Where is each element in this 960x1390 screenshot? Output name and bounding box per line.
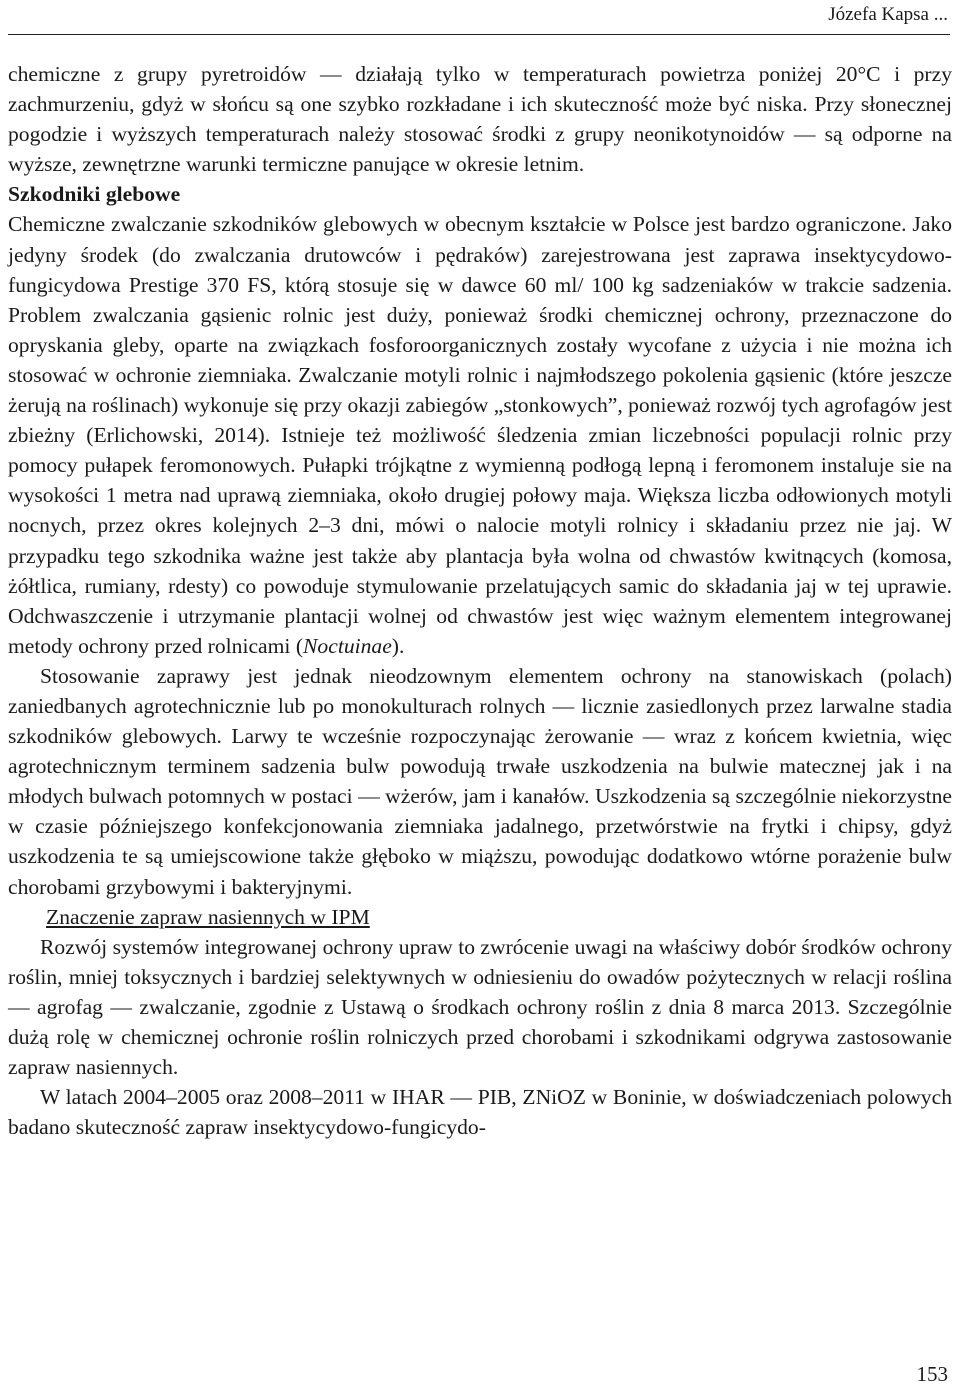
- header-rule: [8, 34, 950, 35]
- article-body: [8, 59, 952, 1142]
- paragraph-pyrethroids: chemiczne z grupy pyretroidów — działają tylko w temperaturach powietrza poniżej 20°C i przy zachmurzeniu, gdyż w słońcu są one szybko rozkładane i ich skuteczność może być niska. Przy słonecznej pogodzie i wyższych temperaturach należy stosować środki z grupy neonikotynoidów — są odporne na wyższe, zewnętrzne warunki termiczne panujące w okresie letnim.: [8, 62, 952, 177]
- latin-name-noctuinae: Noctuinae: [303, 633, 392, 658]
- section-heading-soil-pests: Szkodniki glebowe: [8, 182, 181, 207]
- paragraph-soil-pests-end: ).: [391, 633, 405, 658]
- paragraph-trials: W latach 2004–2005 oraz 2008–2011 w IHAR — PIB, ZNiOZ w Boninie, w doświadczeniach polowych badano skuteczność zapraw insektycydowo-fungicydo-: [8, 1085, 952, 1140]
- paragraph-ipm: Rozwój systemów integrowanej ochrony upraw to zwrócenie uwagi na właściwy dobór środków ochrony roślin, mniej toksycznych i bardziej selektywnych w odniesieniu do owadów pożytecznych w relacji roślina — agrofag — zwalczanie, zgodnie z Ustawą o środkach ochrony roślin z dnia 8 marca 2013. Szczególnie dużą rolę w chemicznej ochronie roślin rolniczych przed chorobami i szkodnikami odgrywa zastosowanie zapraw nasiennych.: [8, 934, 952, 1080]
- paragraph-seed-dressing: Stosowanie zaprawy jest jednak nieodzownym elementem ochrony na stanowiskach (polach) zaniedbanych agrotechnicznie lub po monokulturach rolnych — licznie zasiedlonych przez larwalne stadia szkodników glebowych. Larwy te wcześnie rozpoczynając żerowanie — wraz z końcem kwietnia, więc agrotechnicznym terminem sadzenia bulw powodują trwałe uszkodzenia na bulwie matecznej jak i na młodych bulwach potomnych w postaci — wżerów, jam i kanałów. Uszkodzenia są szczególnie niekorzystne w czasie późniejszego konfekcjonowania ziemniaka jadalnego, przetwórstwie na frytki i chipsy, gdyż uszkodzenia te są umiejscowione także głęboko w miąższu, powodując dodatkowo wtórne porażenie bulw chorobami grzybowymi i bakteryjnymi.: [8, 663, 952, 899]
- running-header: Józefa Kapsa ...: [828, 4, 948, 25]
- section-heading-seed-treatments: Znaczenie zapraw nasiennych w IPM: [46, 904, 370, 929]
- paragraph-soil-pests-text: Chemiczne zwalczanie szkodników glebowych w obecnym kształcie w Polsce jest bardzo ograniczone. Jako jedyny środek (do zwalczania drutowców i pędraków) zarejestrowana jest zaprawa insektycydowo-fungicydowa Prestige 370 FS, którą stosuje się w dawce 60 ml/ 100 kg sadzeniaków w trakcie sadzenia. Problem zwalczania gąsienic rolnic jest duży, ponieważ środki chemicznej ochrony, przeznaczone do opryskania gleby, oparte na związkach fosforoorganicznych zostały wycofane z użycia i nie można ich stosować w ochronie ziemniaka. Zwalczanie motyli rolnic i najmłodszego pokolenia gąsienic (które jeszcze żerują na roślinach) wykonuje się przy okazji zabiegów „stonkowych”, ponieważ rozwój tych agrofagów jest zbieżny (Erlichowski, 2014). Istnieje też możliwość śledzenia zmian liczebności populacji rolnic przy pomocy pułapek feromonowych. Pułapki trójkątne z wymienną podłogą lepną i feromonem instaluje sie na wysokości 1 metra nad uprawą ziemniaka, około drugiej połowy maja. Większa liczba odłowionych motyli nocnych, przez okres kolejnych 2–3 dni, mówi o nalocie motyli rolnicy i składaniu przez nie jaj. W przypadku tego szkodnika ważne jest także aby plantacja była wolna od chwastów kwitnących (komosa, żółtlica, rumiany, rdesty) co powoduje stymulowanie przelatujących samic do składania jaj w tej uprawie. Odchwaszczenie i utrzymanie plantacji wolnej od chwastów jest więc ważnym elementem integrowanej metody ochrony przed rolnicami (: [8, 212, 952, 658]
- page-number: 153: [916, 1362, 948, 1386]
- paragraph-soil-pests: [8, 209, 952, 660]
